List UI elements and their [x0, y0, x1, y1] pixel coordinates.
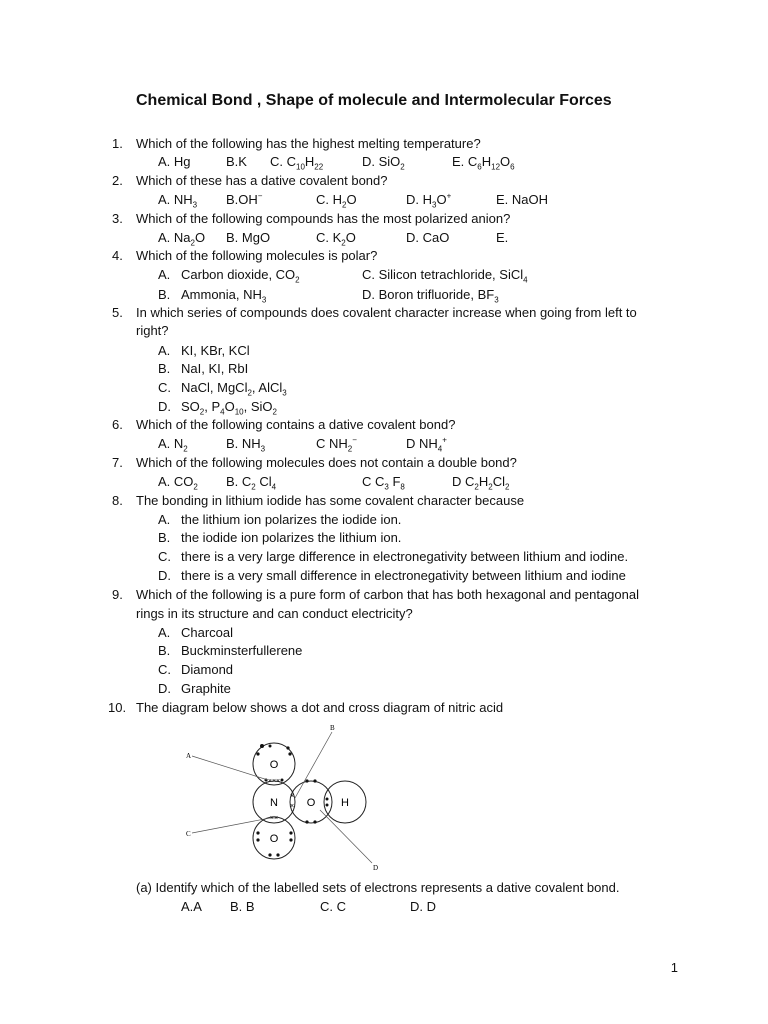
option-d: Graphite [181, 681, 231, 696]
option-c-letter: C. [158, 549, 171, 564]
question-number: 2. [112, 173, 123, 188]
option-a: Charcoal [181, 625, 234, 640]
option-a-letter: A. [158, 512, 171, 527]
option-b-letter: B. [158, 361, 171, 376]
option-b-letter: B. [158, 643, 171, 658]
question-number: 7. [112, 455, 123, 470]
page-number: 1 [670, 960, 678, 975]
option-d: $SO_2$, $P_4O_{10}$, SiO$_2$ [181, 399, 277, 417]
option-c: NaCl, MgCl$_2$, AlCl$_3$ [181, 380, 287, 398]
option-a: Carbon dioxide, $CO_2$ [181, 267, 300, 285]
option-a: A. $CO_2$ [158, 474, 198, 492]
option-c: C. $C_{10}H_{22}$ [270, 154, 324, 172]
question-number: 5. [112, 305, 123, 320]
option-a: A. $NH_3$ [158, 192, 198, 210]
question-text: Which of the following compounds has the most polarized anion? [136, 211, 511, 226]
option-c: C. C [320, 899, 346, 914]
option-b: Buckminsterfullerene [181, 643, 303, 658]
question-text: The diagram below shows a dot and cross diagram of nitric acid [136, 700, 504, 715]
atom-n: N [270, 797, 278, 809]
option-b: the iodide ion polarizes the lithium ion. [181, 530, 402, 545]
option-d: there is a very small difference in electronegativity between lithium and iodine [181, 568, 626, 583]
question-number: 6. [112, 417, 123, 432]
option-d: D. Boron trifluoride, $BF_3$ [362, 287, 499, 305]
option-a-letter: A. [158, 267, 171, 282]
option-c-letter: C. [158, 662, 171, 677]
option-e: E. NaOH [496, 192, 549, 207]
option-c: there is a very large difference in electronegativity between lithium and iodine. [181, 549, 629, 564]
option-c: C. Silicon tetrachloride, SiCl$_4$ [362, 267, 528, 285]
option-a: the lithium ion polarizes the iodide ion. [181, 512, 402, 527]
option-d: D $NH_4^+$ [406, 435, 447, 454]
page-title: Chemical Bond , Shape of molecule and Intermolecular Forces [136, 92, 612, 109]
electron-dots [256, 744, 328, 857]
question-number: 10. [108, 700, 127, 715]
option-b: B.K [226, 154, 247, 169]
option-c: Diamond [181, 662, 234, 677]
question-text: Which of these has a dative covalent bond? [136, 173, 388, 188]
question-text-cont: right? [136, 323, 169, 338]
nitric-acid-dot-cross-diagram [180, 718, 390, 878]
option-a: A. $Na_2O$ [158, 230, 206, 248]
option-c-letter: C. [158, 380, 171, 395]
option-b: B. $NH_3$ [226, 436, 266, 454]
question-text: The bonding in lithium iodide has some covalent character because [136, 493, 525, 508]
option-b: B.OH− [226, 191, 263, 207]
option-b: B. MgO [226, 230, 271, 245]
option-a-letter: A. [158, 625, 171, 640]
label-c: C [186, 830, 191, 838]
label-a: A [186, 752, 192, 760]
cross-electrons-c: ×× [269, 815, 279, 822]
option-d: D. D [410, 899, 436, 914]
option-c: C $C_3$ $F_8$ [362, 474, 405, 492]
cross-electron-lower: × [289, 803, 295, 810]
question-number: 1. [112, 136, 123, 151]
option-a: KI, KBr, KCl [181, 343, 250, 358]
option-d-letter: D. [158, 399, 171, 414]
option-a: A. Hg [158, 154, 191, 169]
question-number: 9. [112, 587, 123, 602]
atom-o-top: O [269, 759, 279, 771]
option-d: D $C_2H_2Cl_2$ [452, 474, 510, 492]
question-text: In which series of compounds does covalent character increase when going from left to [136, 305, 637, 320]
label-d: D [373, 864, 379, 872]
option-b-letter: B. [158, 287, 171, 302]
option-c: C. $K_2O$ [316, 230, 356, 248]
option-a: A. $N_2$ [158, 436, 188, 454]
option-b-letter: B. [158, 530, 171, 545]
question-text: Which of the following molecules is polar? [136, 248, 378, 263]
question-number: 4. [112, 248, 123, 263]
question-number: 3. [112, 211, 123, 226]
cross-electrons-a: ××× [267, 778, 281, 785]
atom-o-bottom: O [269, 833, 279, 845]
option-d-letter: D. [158, 681, 171, 696]
option-b: NaI, KI, RbI [181, 361, 249, 376]
option-b: B. B [230, 899, 255, 914]
option-b: B. $C_2$ $Cl_4$ [226, 474, 277, 492]
label-b: B [330, 724, 335, 732]
option-e: E. $C_6H_{12}O_6$ [452, 154, 515, 172]
option-d-letter: D. [158, 568, 171, 583]
question-text: Which of the following is a pure form of carbon that has both hexagonal and pentagonal [136, 587, 639, 602]
atom-o-middle: O [306, 797, 316, 809]
atom-h: H [341, 797, 349, 809]
option-a: A.A [181, 899, 202, 914]
option-a-letter: A. [158, 343, 171, 358]
question-text: Which of the following has the highest melting temperature? [136, 136, 481, 151]
option-b: Ammonia, $NH_3$ [181, 287, 267, 305]
cross-electron-upper: × [289, 793, 295, 800]
option-d: D. $H_3O^+$ [406, 191, 452, 210]
option-e: E. [496, 230, 509, 245]
sub-question-text: (a) Identify which of the labelled sets of electrons represents a dative covalent bond. [136, 880, 620, 895]
option-d: D. CaO [406, 230, 450, 245]
question-number: 8. [112, 493, 123, 508]
question-text: Which of the following contains a dative covalent bond? [136, 417, 456, 432]
option-c: C $NH_2^-$ [316, 435, 357, 454]
question-text-cont: rings in its structure and can conduct electricity? [136, 606, 413, 621]
option-c: C. $H_2O$ [316, 192, 357, 210]
option-d: D. SiO$_2$ [362, 154, 405, 172]
question-text: Which of the following molecules does not contain a double bond? [136, 455, 517, 470]
